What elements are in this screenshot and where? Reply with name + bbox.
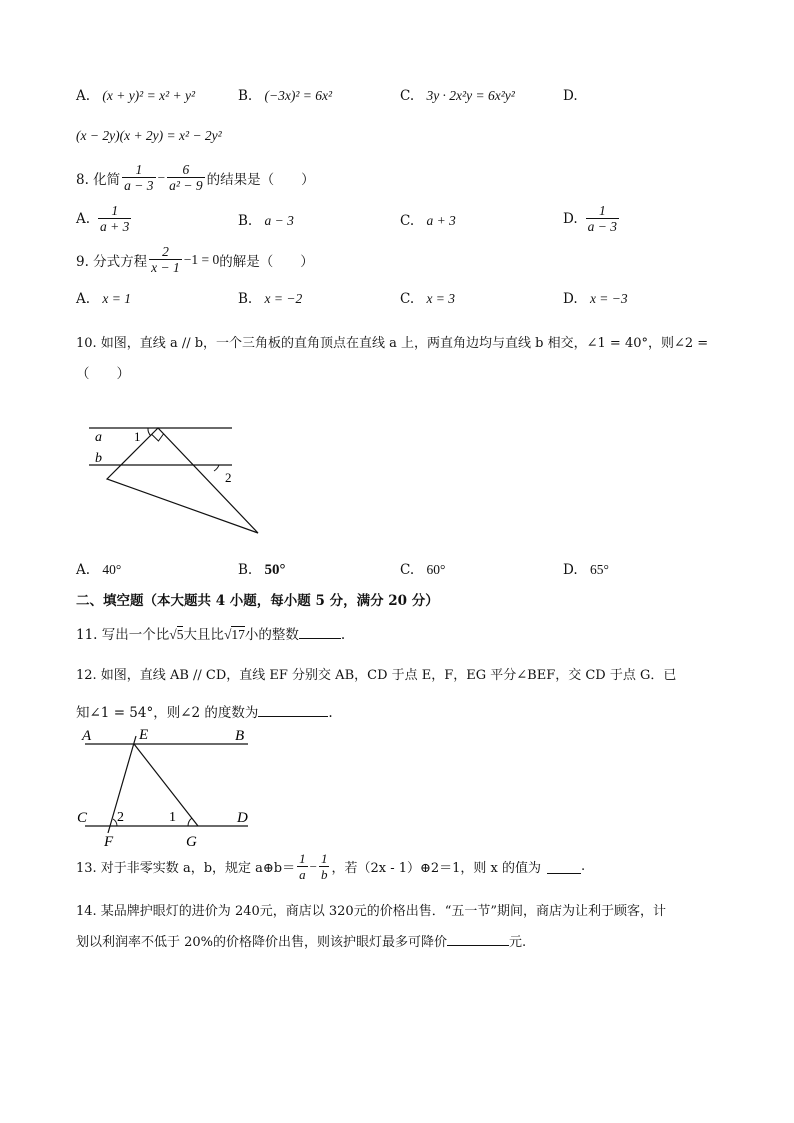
q12-label-1: 1 <box>169 810 176 825</box>
sqrt-icon: √ <box>169 627 177 642</box>
q13-stem: 13. 对于非零实数 a，b，规定 a⊕b＝ $\frac{1}{a}$ − $\frac{1}{b}$ ，若（2x - 1）⊕2＝1，则 x 的值为 . <box>76 851 586 882</box>
q14-answer-blank[interactable] <box>447 945 509 946</box>
q12-label-d: D <box>237 810 248 826</box>
q7-option-b: B. (−3x)² = 6x² <box>238 88 333 104</box>
q8-fraction-2: $\frac{6}{\text{a² − 9}}$ <box>169 162 203 193</box>
q14-stem-line1: 14. 某品牌护眼灯的进价为 240元，商店以 320元的价格出售．“五一节”期间，商店为让利于顾客，计 <box>76 904 666 919</box>
q12-label-2: 2 <box>117 810 124 825</box>
q7-option-d-expr: (x − 2y)(x + 2y) = x² − 2y² <box>76 128 222 143</box>
q8-option-d: D. $\frac{1}{a - 3}$ <box>563 203 618 234</box>
q13-answer-blank[interactable] <box>547 859 581 874</box>
q9-option-c: C. x = 3 <box>400 291 456 307</box>
q10-label-1: 1 <box>134 429 141 444</box>
q10-option-b: B. 50° <box>238 562 286 578</box>
q10-label-a: a <box>95 430 102 445</box>
q12-label-b: B <box>235 728 245 744</box>
q12-segment-eg <box>134 744 198 826</box>
sqrt-icon: √ <box>223 627 232 642</box>
q10-label-2: 2 <box>225 470 232 485</box>
q7-option-c: C. 3y · 2x²y = 6x²y² <box>400 88 515 104</box>
q10-stem-line2: （ ） <box>76 366 130 382</box>
q12-stem-line2: 知∠1 = 54°，则∠2 的度数为 . <box>76 705 333 721</box>
section-2-title: 二、填空题（本大题共 4 小题，每小题 5 分，满分 20 分） <box>76 593 439 609</box>
q8-option-b: B. a − 3 <box>238 213 294 229</box>
q10-option-a: A. 40° <box>76 562 122 578</box>
q9-option-d: D. x = −3 <box>563 291 628 307</box>
q7-option-a-expr: (x + y)² = x² + y² <box>102 88 196 103</box>
q9-stem: 9. 分式方程 $\frac{2}{x - 1}$ −1 = 0 的解是（ ） <box>76 244 314 275</box>
q13-fraction-1: $\frac{1}{a}$ <box>299 851 306 882</box>
q13-fraction-2: $\frac{1}{b}$ <box>320 851 328 882</box>
q10-option-c: C. 60° <box>400 562 446 578</box>
q12-label-c: C <box>77 810 88 826</box>
q9-option-b: B. x = −2 <box>238 291 303 307</box>
q8-option-a: A. $\frac{1}{a + 3}$ <box>76 203 130 234</box>
q7-option-a: A. (x + y)² = x² + y² <box>76 88 196 104</box>
q8-stem: 8. 化简 $\frac{1}{a - 3}$ − $\frac{6}{\text{a² − 9}}$ 的结果是（ ） <box>76 162 315 193</box>
q11-stem: 11. 写出一个比√5大且比√17小的整数 . <box>76 627 346 643</box>
q14-stem-line2: 划以利润率不低于 20%的价格降价出售，则该护眼灯最多可降价 元. <box>76 935 527 950</box>
q9-fraction: $\frac{2}{x - 1}$ <box>151 244 180 275</box>
q12-label-e: E <box>139 727 149 743</box>
q12-angle-1-arc <box>188 818 192 826</box>
q12-stem-line1: 12. 如图，直线 AB // CD，直线 EF 分别交 AB，CD 于点 E，F，EG 平分∠BEF，交 CD 于点 G．已 <box>76 668 677 683</box>
q12-label-f: F <box>104 834 114 850</box>
q12-label-g: G <box>186 834 197 850</box>
q10-stem-line1: 10. 如图，直线 a // b，一个三角板的直角顶点在直线 a 上，两直角边均与直线 b 相交，∠1 = 40°，则∠2 = <box>76 336 709 351</box>
q7-option-b-expr: (−3x)² = 6x² <box>264 88 333 103</box>
q8-fraction-1: $\frac{1}{a - 3}$ <box>124 162 154 193</box>
q8-option-c: C. a + 3 <box>400 213 456 229</box>
q7-option-c-expr: 3y · 2x²y = 6x²y² <box>426 88 515 103</box>
q10-option-d: D. 65° <box>563 562 609 578</box>
q10-label-b: b <box>95 451 102 466</box>
q12-label-a: A <box>82 728 92 744</box>
q9-option-a: A. x = 1 <box>76 291 131 307</box>
q7-option-d-label: D. <box>563 88 578 104</box>
